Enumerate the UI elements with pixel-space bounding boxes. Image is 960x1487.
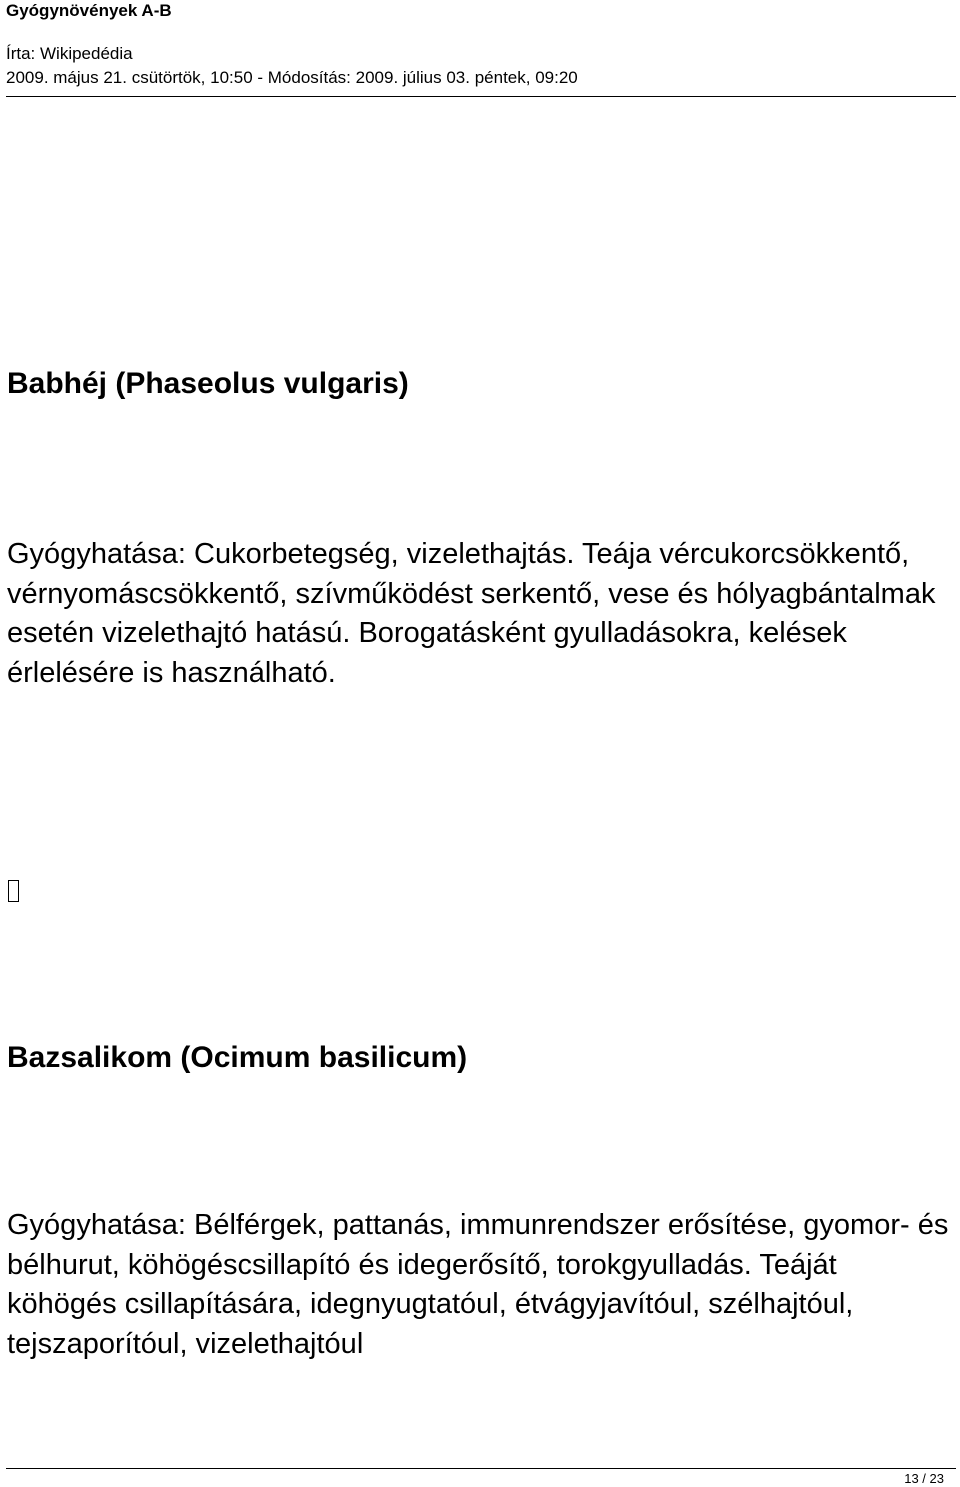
- section-heading-babhej: Babhéj (Phaseolus vulgaris): [7, 367, 409, 400]
- document-author: Írta: Wikipedédia: [6, 44, 133, 63]
- page-number: 13 / 23: [904, 1471, 944, 1486]
- document-title: Gyógynövények A-B: [6, 1, 172, 20]
- section-text-babhej: Gyógyhatása: Cukorbetegség, vizelethajtás. Teája vércukorcsökkentő, vérnyomáscsökkentő, szívműködést serkentő, vese és hólyagbántalmak esetén vizelethajtó hatású. Borogatásként gyulladásokra, kelések érlelésére is használható.: [7, 538, 936, 689]
- header-divider: [6, 96, 956, 97]
- missing-glyph-icon: [8, 880, 19, 902]
- section-text-bazsalikom: Gyógyhatása: Bélférgek, pattanás, immunrendszer erősítése, gyomor- és bélhurut, köhögéscsillapító és idegerősítő, torokgyulladás. Teáját köhögés csillapítására, idegnyugtatóul, étvágyjavítóul, szélhajtóul, tejszaporítóul, vizelethajtóul: [7, 1209, 949, 1360]
- document-dates: 2009. május 21. csütörtök, 10:50 - Módosítás: 2009. július 03. péntek, 09:20: [6, 68, 578, 87]
- footer-divider: [6, 1468, 956, 1469]
- section-heading-bazsalikom: Bazsalikom (Ocimum basilicum): [7, 1041, 468, 1074]
